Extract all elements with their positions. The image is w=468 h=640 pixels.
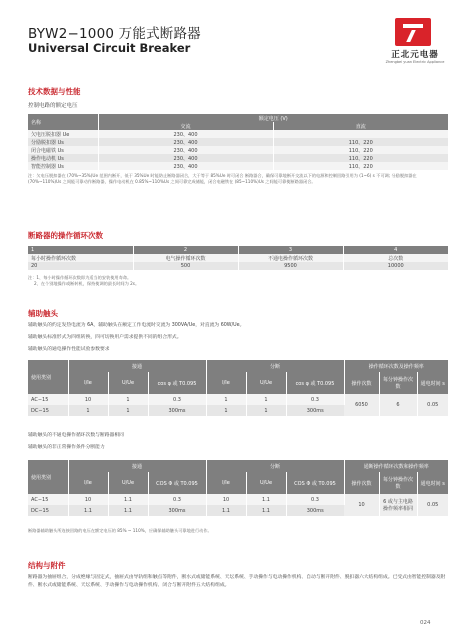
cell-ac: 230、400 [98,130,273,138]
cell-value: 300ms [286,505,344,516]
row-label: 分励脱扣器 Us [28,138,98,146]
cell-value: 1.1 [246,494,286,505]
cell-value: 0.3 [148,394,206,405]
cell-value: 300ms [148,505,206,516]
aux-test-table [28,360,448,416]
cell-value: 0.3 [286,494,344,505]
page-number: 024 [420,620,431,626]
section-title-tech: 技术数据与性能 [28,87,81,96]
structure-paragraph: 断路器为抽屉组合，分成绝缘与固定式，抽屉式由导轨组和触点等附件，断水式或储能系统、天坛系统、手动操作与电动操作机构、自动与断开附件、脱扣器六大结构组成。已受式由智能控制器及附件、断水式或储能系统、天坛系统、手动操作与电动操作机构、闭合与断开附件五大结构组成。 [28,575,446,588]
table-row [28,130,448,138]
cell-value: 1.1 [206,505,246,516]
cell-label: 总次数 [343,254,448,262]
header-op-count: 操作次数 [344,372,379,394]
table-header-row [28,246,448,254]
cell-value: 300ms [148,405,206,416]
cell-dc: 110、220 [273,146,448,154]
header-category: 使用类别 [28,360,68,394]
aux-paragraph-4: 辅助触头的不通电操作循环次数与断路器相同 [28,433,124,438]
header-i-ie: I/Ie [68,372,108,394]
header-break: 分断 [206,460,344,472]
header-dc: 直流 [273,122,448,130]
section-title-cycles: 断路器的操作循环次数 [28,231,103,240]
table-row [28,394,448,405]
table-row [28,494,448,505]
table-row [28,146,448,154]
header-u-ue: U/Ue [108,372,148,394]
cell-value: 10 [206,494,246,505]
table-row [28,162,448,170]
cell-category: DC−15 [28,505,68,516]
cell-value: 9500 [238,262,343,270]
cell-value: 1 [246,394,286,405]
header-cos: COS Φ 或 T0.095 [148,472,206,494]
header-col-2: 2 [133,246,238,254]
cell-value: 1.1 [108,505,148,516]
aux-breaking-table [28,460,448,516]
cell-op-count: 10 [344,494,379,516]
section-subtitle-voltage: 控制电路的额定电压 [28,103,78,109]
header-u-ue: U/Ue [246,472,286,494]
table-row [28,154,448,162]
header-energized-time: 通电时间 s [417,372,448,394]
table-row [28,254,448,262]
logo-name: 正北元电器 [391,50,439,60]
voltage-table [28,114,448,170]
cycles-table [28,246,448,270]
cell-value: 1 [206,405,246,416]
cell-label: 电气操作循环次数 [133,254,238,262]
page-subtitle: Universal Circuit Breaker [28,41,191,55]
header-cos: cos φ 或 T0.095 [286,372,344,394]
aux-paragraph-1: 辅助触头的约定发热电流为 6A，辅助触头在额定工作电流时交流为 300VA/Ue，对直流为 60W/Ue。 [28,323,245,328]
header-i-ie: I/Ie [68,472,108,494]
cell-label: 不通电操作循环次数 [238,254,343,262]
table-header-row [28,360,448,372]
header-op-count: 操作次数 [344,472,379,494]
page-title: BYW2−1000 万能式断路器 [28,26,201,42]
table-header-row [28,460,448,472]
cell-value: 20 [28,262,133,270]
cell-value: 1 [108,405,148,416]
table-row [28,262,448,270]
table-header-row [28,472,448,494]
cell-value: 1.1 [108,494,148,505]
cell-value: 1 [68,405,108,416]
header-cos: cos φ 或 T0.095 [148,372,206,394]
table-header-row [28,114,448,122]
aux-paragraph-2: 辅助触头标准形式为四组转换，四可切换用户需求提供不同的组合形式。 [28,335,182,340]
cell-dc: 110、220 [273,162,448,170]
header-cycles: 通断操作循环次数和操作频率 [344,460,448,472]
cell-value: 10 [68,394,108,405]
header-col-3: 3 [238,246,343,254]
header-energized-time: 通电时间 s [417,472,448,494]
cell-per-minute: 6 或与主电路操作频率相同 [379,494,417,516]
cell-energized-time: 0.05 [417,394,448,416]
header-per-minute: 每分钟操作次数 [379,472,417,494]
cell-ac: 230、400 [98,138,273,146]
table-header-row [28,372,448,394]
aux-note: 断路器辅助触头所连接回路的电压在额定电压的 85% ~ 110%，应确保辅助触头可靠地进行动作。 [28,528,212,533]
cell-dc: 110、220 [273,138,448,146]
cycles-note-1: 注：1、每小时操作循环次数即为适当的安装使用寿命。 [28,275,132,280]
header-col-4: 4 [343,246,448,254]
cell-ac: 230、400 [98,162,273,170]
cell-energized-time: 0.05 [417,494,448,516]
cell-value: 1.1 [246,505,286,516]
header-cos: COS Φ 或 T0.095 [286,472,344,494]
table-row [28,138,448,146]
logo-mark-icon [395,18,431,46]
header-i-ie: I/Ie [206,372,246,394]
row-label: 闭合电磁铁 Us [28,146,98,154]
header-make: 接通 [68,360,206,372]
cell-op-count: 6050 [344,394,379,416]
header-rated-voltage: 额定电压 (V) [98,114,448,122]
cell-per-minute: 6 [379,394,417,416]
header-col-1: 1 [28,246,133,254]
brand-logo [385,18,445,78]
cell-dc [273,130,448,138]
voltage-note: 注：欠电压脱扣器在 (70%~35%)Ue 范围内断开，低于 35%Ue 时能防止断路器闭合，大于等于 85%Ue 时可闭合 断路器合，确保可靠地断开交流以下的电源和控制回路引用为 (1~6) s 不可调; 分励脱扣器在 (70%~110%)Us 之间能可靠动作断路器，操作电动机在 0.85%~110%Us 之间可靠完成储能，闭合电磁铁在 (85~110%)Us 之间能可靠使断路器闭合。 [28,173,417,184]
header-u-ue: U/Ue [246,372,286,394]
cell-category: AC−15 [28,394,68,405]
cell-value: 1 [206,394,246,405]
cycles-note-2: 2、在个别地操作或断转机，保持使调的最长时间为 2s。 [34,281,140,286]
cell-value: 500 [133,262,238,270]
header-break: 分断 [206,360,344,372]
header-u-ue: U/Ue [108,472,148,494]
row-label: 智能控制器 Us [28,162,98,170]
cell-value: 300ms [286,405,344,416]
cell-value: 0.3 [148,494,206,505]
section-title-structure: 结构与附件 [28,561,66,570]
logo-subtitle: Zhengbei yuan Electric Appliance [385,60,445,64]
header-cycles: 操作循环次数及操作频率 [344,360,448,372]
cell-category: AC−15 [28,494,68,505]
cell-category: DC−15 [28,405,68,416]
header-i-ie: I/Ie [206,472,246,494]
cell-value: 1.1 [68,505,108,516]
header-ac: 交流 [98,122,273,130]
cell-ac: 230、400 [98,154,273,162]
cell-label: 每小时操作循环次数 [28,254,133,262]
header-make: 接通 [68,460,206,472]
cell-dc: 110、220 [273,154,448,162]
cell-value: 1 [108,394,148,405]
row-label: 欠电压脱扣器 Ue [28,130,98,138]
cell-ac: 230、400 [98,146,273,154]
header-category: 使用类别 [28,460,68,494]
header-name: 名称 [28,114,98,130]
aux-paragraph-5: 辅助触头的非正常操作条件分断能力 [28,445,105,450]
cell-value: 0.3 [286,394,344,405]
section-title-aux: 辅助触头 [28,309,58,318]
cell-value: 1 [246,405,286,416]
cell-value: 10 [68,494,108,505]
header-per-minute: 每分钟操作次数 [379,372,417,394]
aux-paragraph-3: 辅助触头的通电操作性能试验参数要求 [28,347,110,352]
cell-value: 10000 [343,262,448,270]
row-label: 操作电动机 Us [28,154,98,162]
